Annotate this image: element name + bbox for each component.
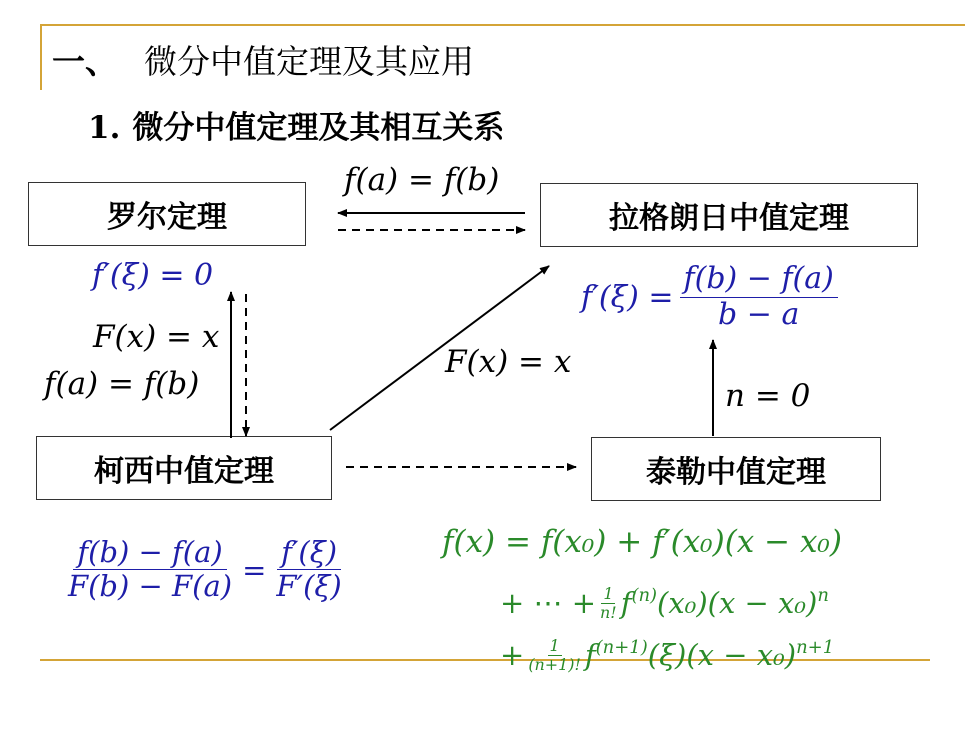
taylor-line3-f: f	[584, 638, 596, 673]
taylor-line2-exponent: n	[817, 585, 829, 606]
taylor-line3-frac-den: (n+1)!	[528, 654, 581, 674]
lagrange-result-lhs: f′(ξ) =	[581, 279, 674, 315]
lagrange-result-fraction	[680, 262, 838, 332]
taylor-formula-line-2	[500, 585, 829, 621]
lagrange-result-denominator: b − a	[718, 296, 800, 332]
taylor-line3-sup: (n+1)	[595, 637, 648, 658]
taylor-line2-f: f	[620, 586, 632, 621]
taylor-line2-frac-den: n!	[600, 602, 617, 622]
section-text: 微分中值定理及其应用	[144, 42, 474, 81]
taylor-theorem-box: 泰勒中值定理	[591, 437, 881, 501]
taylor-line3-rest: (ξ)(x − x₀)	[647, 638, 797, 673]
section-number: 一、	[52, 42, 118, 81]
taylor-line3-fraction	[528, 637, 581, 673]
subtitle-text: 微分中值定理及其相互关系	[132, 110, 505, 146]
cauchy-lhs-denominator: F(b) − F(a)	[68, 569, 233, 604]
cauchy-rolle-function: F(x) = x	[93, 319, 220, 355]
taylor-line2-plus: + ⋯ +	[500, 586, 597, 621]
taylor-line2-rest: (x₀)(x − x₀)	[657, 586, 818, 621]
taylor-lagrange-condition: n = 0	[725, 378, 811, 414]
lagrange-theorem-box: 拉格朗日中值定理	[540, 183, 918, 247]
cauchy-lhs-fraction	[64, 536, 236, 604]
cauchy-result	[64, 536, 346, 604]
cauchy-rolle-condition: f(a) = f(b)	[44, 366, 200, 402]
cauchy-lhs-numerator: f(b) − f(a)	[73, 536, 226, 570]
subtitle-number: 1.	[88, 110, 121, 146]
cauchy-theorem-box: 柯西中值定理	[36, 436, 332, 500]
taylor-line3-exponent: n+1	[796, 637, 835, 658]
cauchy-rhs-numerator: f′(ξ)	[277, 536, 341, 570]
rolle-result: f′(ξ) = 0	[92, 258, 214, 293]
taylor-line2-frac-num: 1	[603, 584, 614, 603]
taylor-line2-sup: (n)	[631, 585, 658, 606]
cauchy-equals: =	[242, 552, 267, 587]
rolle-lagrange-condition: f(a) = f(b)	[344, 162, 500, 198]
cauchy-lagrange-function: F(x) = x	[445, 344, 572, 380]
cauchy-rhs-fraction	[272, 536, 345, 604]
taylor-line3-frac-num: 1	[549, 636, 560, 655]
lagrange-result-numerator: f(b) − f(a)	[680, 262, 838, 298]
taylor-line3-plus: +	[500, 638, 525, 673]
taylor-formula-line-1: f(x) = f(x₀) + f′(x₀)(x − x₀)	[442, 524, 842, 560]
rolle-theorem-box: 罗尔定理	[28, 182, 306, 246]
lagrange-result	[581, 262, 838, 332]
taylor-formula-line-3	[500, 637, 834, 673]
taylor-line2-fraction	[600, 585, 617, 621]
cauchy-rhs-denominator: F′(ξ)	[276, 569, 342, 604]
